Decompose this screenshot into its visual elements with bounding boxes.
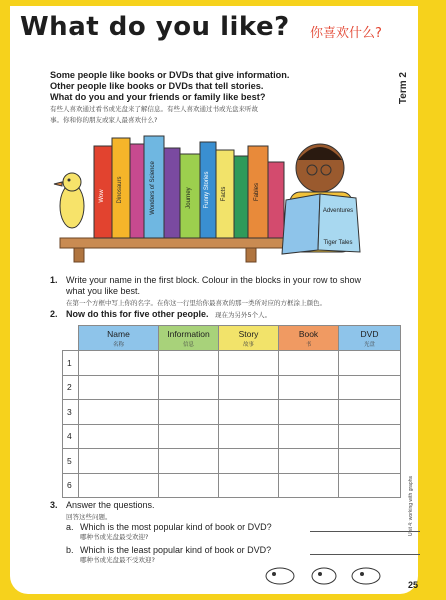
- story-cell[interactable]: [219, 449, 279, 474]
- story-cell[interactable]: [219, 473, 279, 498]
- question-3-chinese: 回答这些问题。: [66, 513, 112, 521]
- table-row: [63, 351, 401, 376]
- intro-line-2: Other people like books or DVDs that tell stories.: [50, 81, 264, 91]
- row-number: 2: [63, 375, 79, 400]
- preference-table: [62, 325, 401, 498]
- page-title-chinese: 你喜欢什么?: [310, 26, 382, 41]
- book-3: [130, 144, 144, 238]
- intro-line-3: What do you and your friends or family like best?: [50, 92, 266, 102]
- story-cell[interactable]: [219, 351, 279, 376]
- dvd-cell[interactable]: [339, 375, 401, 400]
- open-book-subtitle: Tiger Tales: [323, 240, 353, 246]
- footer-animal-doodles: [262, 562, 392, 586]
- question-3-number: 3.: [50, 500, 58, 510]
- question-3-text: Answer the questions.: [66, 500, 155, 510]
- question-2-number: 2.: [50, 309, 58, 319]
- book-2-title: Dinosaurs: [117, 176, 123, 204]
- question-3b-text: Which is the least popular kind of book or DVD?: [80, 545, 272, 555]
- question-1-number: 1.: [50, 275, 58, 285]
- term-tab: [394, 66, 418, 120]
- book-7-title: Funny Stories: [204, 171, 210, 209]
- intro-chinese-2: 事。你和你的朋友或家人最喜欢什么?: [50, 116, 158, 124]
- bird-illustration: [54, 173, 84, 228]
- name-cell[interactable]: [79, 449, 159, 474]
- information-cell[interactable]: [159, 351, 219, 376]
- shelf-board: [60, 238, 290, 248]
- dvd-cell[interactable]: [339, 351, 401, 376]
- boy-reading-illustration: [282, 144, 360, 254]
- book-5: [164, 148, 180, 238]
- intro-text: [50, 70, 380, 125]
- book-row: [94, 136, 284, 238]
- question-3a-letter: a.: [66, 522, 74, 532]
- column-story: Story 故事: [219, 326, 279, 351]
- page-title: What do you like?: [20, 12, 290, 42]
- story-cell[interactable]: [219, 424, 279, 449]
- open-book-title: Adventures: [322, 208, 354, 214]
- book-10-title: Fables: [254, 182, 260, 202]
- book-cell[interactable]: [279, 400, 339, 425]
- table-corner: [63, 326, 79, 351]
- dvd-cell[interactable]: [339, 473, 401, 498]
- information-cell[interactable]: [159, 473, 219, 498]
- question-1-line-2: what you like best.: [66, 286, 141, 296]
- answer-line-a[interactable]: [310, 531, 420, 532]
- question-3b-letter: b.: [66, 545, 74, 555]
- information-cell[interactable]: [159, 375, 219, 400]
- column-dvd: DVD 光盘: [339, 326, 401, 351]
- term-label: Term 2: [398, 72, 409, 105]
- book-4-title: Wonders of Science: [150, 161, 156, 215]
- dvd-cell[interactable]: [339, 449, 401, 474]
- information-cell[interactable]: [159, 400, 219, 425]
- book-cell[interactable]: [279, 375, 339, 400]
- intro-chinese-1: 有些人喜欢通过看书或光盘来了解信息。有些人喜欢通过书或光盘来听故: [50, 105, 258, 113]
- name-cell[interactable]: [79, 400, 159, 425]
- book-cell[interactable]: [279, 351, 339, 376]
- table-header-row: [63, 326, 401, 351]
- column-book: Book 书: [279, 326, 339, 351]
- question-1-line-1: Write your name in the first block. Colour in the blocks in your row to show: [66, 275, 361, 285]
- intro-line-1: Some people like books or DVDs that give information.: [50, 70, 290, 80]
- name-cell[interactable]: [79, 424, 159, 449]
- dvd-cell[interactable]: [339, 400, 401, 425]
- name-cell[interactable]: [79, 375, 159, 400]
- question-1-chinese: 在第一个方框中写上你的名字。在你这一行里给你最喜欢的那一类所对应的方框涂上颜色。: [66, 299, 326, 307]
- row-number: 1: [63, 351, 79, 376]
- question-2-text: Now do this for five other people.: [66, 309, 209, 319]
- question-3a-text: Which is the most popular kind of book or DVD?: [80, 522, 272, 532]
- bookshelf-illustration: [50, 126, 380, 266]
- book-1-title: Wow: [99, 189, 105, 203]
- book-cell[interactable]: [279, 473, 339, 498]
- question-3b-chinese: 哪种书或光盘最不受欢迎?: [80, 556, 155, 564]
- unit-note: Unit 4: working with graphs: [408, 476, 414, 537]
- table-row: [63, 400, 401, 425]
- answer-line-b[interactable]: [310, 554, 420, 555]
- question-3: [50, 500, 400, 521]
- question-2: [50, 309, 400, 321]
- table-row: [63, 473, 401, 498]
- story-cell[interactable]: [219, 400, 279, 425]
- book-9: [234, 156, 248, 238]
- name-cell[interactable]: [79, 351, 159, 376]
- book-cell[interactable]: [279, 449, 339, 474]
- row-number: 6: [63, 473, 79, 498]
- shelf-bracket-left: [74, 248, 84, 262]
- row-number: 3: [63, 400, 79, 425]
- table-row: [63, 375, 401, 400]
- book-cell[interactable]: [279, 424, 339, 449]
- table-row: [63, 424, 401, 449]
- column-name: Name 名称: [79, 326, 159, 351]
- book-11: [268, 162, 284, 238]
- dvd-cell[interactable]: [339, 424, 401, 449]
- information-cell[interactable]: [159, 424, 219, 449]
- page-number: 25: [407, 580, 418, 590]
- question-2-chinese: 现在为另外5个人。: [215, 311, 272, 319]
- column-information: Information 信息: [159, 326, 219, 351]
- row-number: 4: [63, 424, 79, 449]
- row-number: 5: [63, 449, 79, 474]
- shelf-bracket-right: [246, 248, 256, 262]
- book-8-title: Facts: [221, 186, 227, 202]
- information-cell[interactable]: [159, 449, 219, 474]
- book-6-title: Journey: [186, 187, 192, 209]
- question-1: [50, 275, 400, 307]
- question-3a: [50, 522, 400, 541]
- story-cell[interactable]: [219, 375, 279, 400]
- question-3a-chinese: 哪种书或光盘最受欢迎?: [80, 533, 149, 541]
- name-cell[interactable]: [79, 473, 159, 498]
- table-row: [63, 449, 401, 474]
